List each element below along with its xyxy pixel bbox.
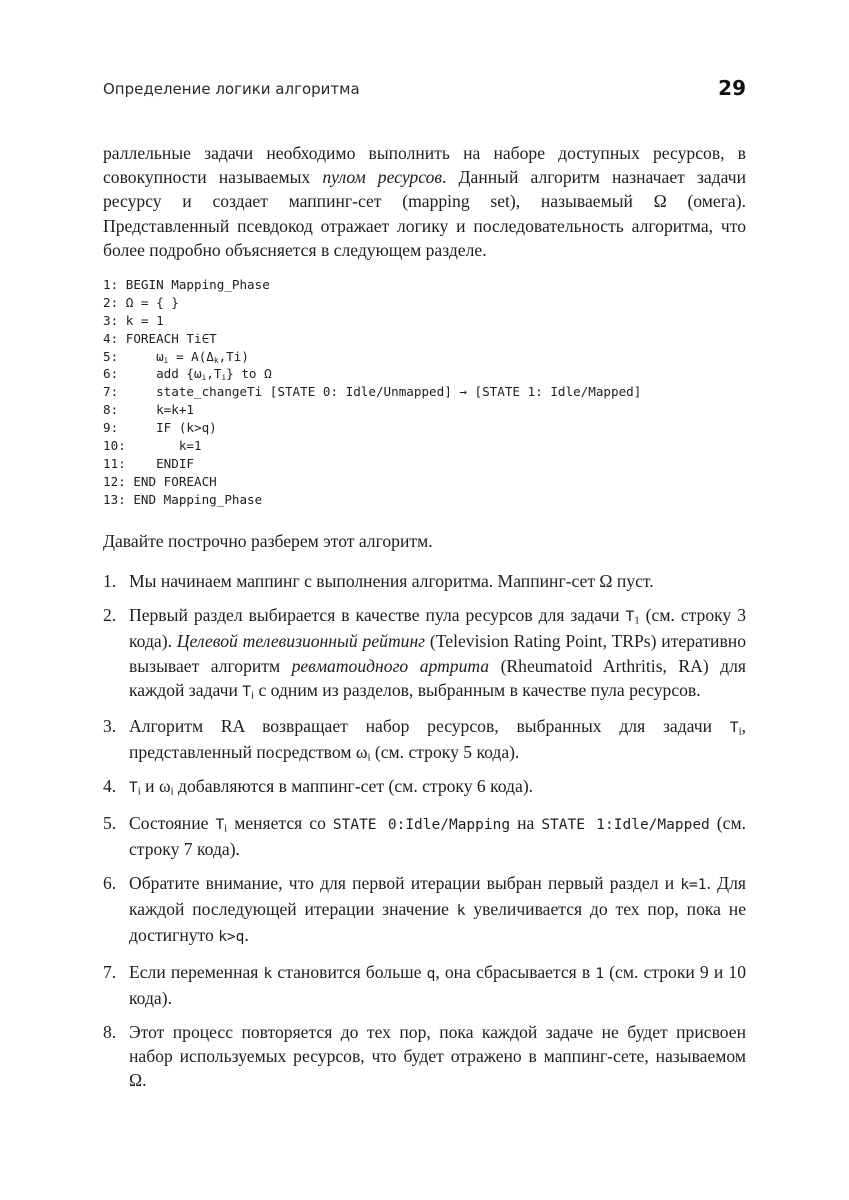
code-line: 3: k = 1 [103, 312, 164, 328]
term-resource-pool: пулом ресурсов [322, 167, 443, 188]
running-head: Определение логики алгоритма [103, 80, 360, 98]
page-header [103, 76, 746, 104]
lead-paragraph: Давайте построчно разберем этот алгоритм. [103, 531, 433, 551]
code-line: 9: IF (k>q) [103, 420, 217, 436]
list-number: 8. [103, 1022, 117, 1043]
code-line: 2: Ω = { } [103, 294, 179, 310]
intro-paragraph: раллельные задачи необходимо выполнить на наборе доступных ресурсов, в совокупности называемых пулом ресурсов. Данный алгоритм назначает задачи ресурсу и создает маппинг-сет (mapping set), называемый Ω (омега). Представленный псевдокод отражает логику и последовательность алгоритма, что более подробно объясняется в следующем разделе. [103, 143, 746, 260]
term-trp: Целевой телевизионный рейтинг [176, 631, 426, 652]
list-item: 2. Первый раздел выбирается в качестве пула ресурсов для задачи $T_1$ (см. строку 3 кода). Целевой телевизионный рейтинг (Television Rating Point, TRPs) итеративно вызывает алгоритм ревматоидного артрита (Rheumatoid Arthritis, RA) для каждой задачи $T_i$ с одним из разделов, выбранным в качестве пула ресурсов. [103, 605, 747, 702]
term-ra: ревматоидного артрита [291, 655, 490, 676]
list-number: 7. [103, 961, 117, 982]
code-line: 7: state_changeTi [STATE 0: Idle/Unmapped] → [STATE 1: Idle/Mapped] [103, 384, 642, 400]
code-line: 13: END Mapping_Phase [103, 491, 263, 507]
code-line: 1: BEGIN Mapping_Phase [103, 277, 270, 292]
list-number: 6. [103, 873, 117, 894]
list-item: 3. Алгоритм RA возвращает набор ресурсов, выбранных для задачи $T_i$, представленный посредством $\omega_i$ (см. строку 5 кода). [103, 716, 746, 764]
pseudocode-block [103, 276, 746, 509]
code-line: 5: $\omega_i = A(\Delta_k,Ti)$ [103, 348, 249, 365]
list-item: 6. Обратите внимание, что для первой итерации выбран первый раздел и k=1. Для каждой последующей итерации значение k увеличивается до тех пор, пока не достигнуто k>q. [103, 873, 747, 946]
list-number: 3. [103, 716, 117, 737]
list-item: 7. Если переменная k становится больше q, она сбрасывается в 1 (см. строки 9 и 10 кода). [103, 961, 746, 1008]
code-line: 6: add $\{\omega_i,T_i\}$ to Ω [103, 366, 272, 383]
list-number: 4. [103, 776, 117, 797]
list-item: 8. Этот процесс повторяется до тех пор, пока каждой задаче не будет присвоен набор используемых ресурсов, что будет отражено в маппинг-сете, называемом Ω. [103, 1022, 746, 1091]
code-line: 11: ENDIF [103, 455, 194, 471]
code-line: 12: END FOREACH [103, 473, 217, 489]
list-number: 2. [103, 605, 117, 626]
code-line: 4: FOREACH Ti∈T [103, 330, 217, 346]
code-line: 10: k=1 [103, 438, 202, 454]
list-number: 1. [103, 571, 117, 591]
list-item: 4. $T_i$ и $\omega_i$ добавляются в маппинг-сет (см. строку 6 кода). [103, 776, 534, 799]
list-item: 5. Состояние $T_i$ меняется со STATE 0:Idle/Mapping на STATE 1:Idle/Mapped (см. строку 7 кода). [103, 812, 746, 859]
list-number: 5. [103, 812, 117, 833]
list-item: 1. Мы начинаем маппинг с выполнения алгоритма. Маппинг-сет Ω пуст. [103, 569, 746, 593]
code-line: 8: k=k+1 [103, 402, 194, 418]
page-number: 29 [718, 76, 746, 100]
numbered-list [103, 569, 746, 1103]
